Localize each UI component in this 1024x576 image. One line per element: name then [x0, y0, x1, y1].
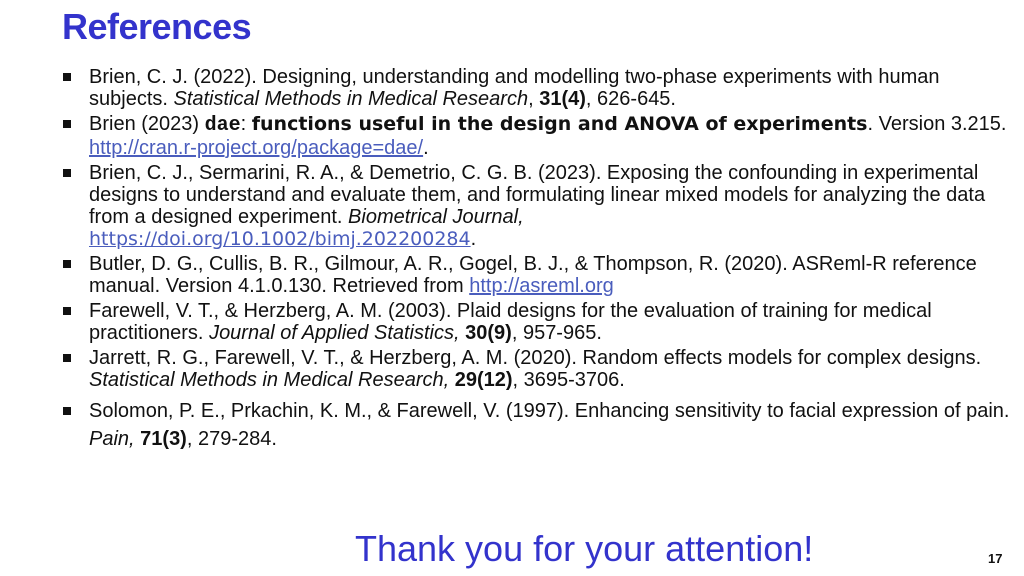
- ref-authors: Solomon, P. E., Prkachin, K. M., & Farewell, V. (1997). Enhancing sensitivity to facial expression of pain.: [89, 400, 1010, 422]
- square-bullet-icon: [63, 73, 71, 81]
- ref-volume: 31(4): [539, 88, 586, 110]
- ref-link[interactable]: http://asreml.org: [469, 275, 614, 297]
- ref-volume: 30(9): [465, 322, 512, 344]
- ref-journal: Statistical Methods in Medical Research: [173, 88, 529, 110]
- ref-pages: , 626-645.: [585, 88, 676, 110]
- reference-item: [62, 347, 1012, 391]
- ref-text: Butler, D. G., Cullis, B. R., Gilmour, A. R., Gogel, B. J., & Thompson, R. (2020). ASReml-R reference manual. Version 4.1.0.130. Retrieved from: [89, 253, 977, 297]
- ref-authors: Jarrett, R. G., Farewell, V. T., & Herzberg, A. M. (2020). Random effects models for complex designs.: [89, 347, 982, 369]
- ref-end: .: [470, 228, 477, 250]
- square-bullet-icon: [63, 120, 71, 128]
- ref-pages: , 3695-3706.: [512, 369, 625, 391]
- square-bullet-icon: [63, 354, 71, 362]
- reference-item: [62, 162, 1012, 250]
- reference-item: [62, 253, 1012, 297]
- ref-authors: Brien, C. J., Sermarini, R. A., & Demetrio, C. G. B. (2023). Exposing the confounding in experimental designs to understand and evaluate them, and formulating linear mixed models for analyzing the data from a designed experiment.: [89, 162, 986, 228]
- ref-doi-link[interactable]: https://doi.org/10.1002/bimj.202200284: [89, 228, 471, 250]
- square-bullet-icon: [63, 407, 71, 415]
- ref-authors: Farewell, V. T., & Herzberg, A. M. (2003). Plaid designs for the evaluation of training for medical practitioners.: [89, 300, 932, 344]
- reference-item: [62, 66, 1012, 110]
- ref-volume: 29(12): [454, 369, 513, 391]
- ref-end: .: [423, 137, 429, 159]
- square-bullet-icon: [63, 260, 71, 268]
- ref-bold-title: functions useful in the design and ANOVA of experiments: [251, 113, 868, 135]
- reference-list: [62, 66, 1012, 456]
- ref-journal: Pain,: [89, 428, 135, 450]
- ref-version: . Version 3.215.: [867, 113, 1007, 135]
- square-bullet-icon: [63, 169, 71, 177]
- ref-package-code: dae: [204, 114, 241, 137]
- reference-item: [62, 113, 1012, 159]
- ref-pages: , 279-284.: [186, 428, 277, 450]
- ref-journal: Statistical Methods in Medical Research,: [89, 369, 450, 391]
- ref-volume: 71(3): [140, 428, 187, 450]
- ref-author: Brien (2023): [89, 113, 205, 135]
- slide-title: References: [62, 6, 252, 47]
- ref-colon: :: [240, 113, 252, 135]
- reference-item: [62, 397, 1012, 453]
- thank-you-message: Thank you for your attention!: [355, 528, 814, 569]
- ref-separator: ,: [528, 88, 540, 110]
- ref-authors: Brien, C. J. (2022). Designing, understanding and modelling two-phase experiments with human subjects.: [89, 66, 940, 110]
- square-bullet-icon: [63, 307, 71, 315]
- ref-pages: , 957-965.: [511, 322, 602, 344]
- reference-item: [62, 300, 1012, 344]
- ref-journal: Journal of Applied Statistics,: [209, 322, 460, 344]
- ref-journal: Biometrical Journal,: [348, 206, 524, 228]
- ref-link[interactable]: http://cran.r-project.org/package=dae/: [89, 137, 424, 159]
- page-number: 17: [988, 551, 1003, 566]
